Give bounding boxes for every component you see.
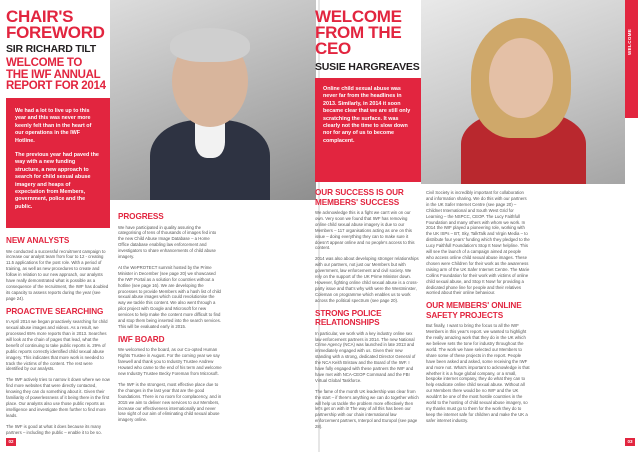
section-paragraph: In April 2014 we began proactively searching for child sexual abuse images and videos. As a result, we processed 65% more reports than in 2013. Searches will look at the chain of pages that lead, what the benefit of continuing to take public reports is. 29% of public reports correctly identified child sexual abuse imagery. This indicates that more work is needed to track the victims of the content. The rest were identified by our analysts. bbox=[6, 319, 108, 372]
ceo-welcome-title bbox=[315, 9, 402, 57]
title-line: FROM THE bbox=[315, 23, 402, 42]
callout-text: The previous year had paved the way with a new funding structure, a new approach to search for child sexual abuse imagery and heaps of expectation from Members, government, police and the public. bbox=[15, 152, 99, 210]
title-line: CHAIR'S bbox=[6, 7, 74, 26]
section-paragraph: We acknowledge this is a fight we can't win on our own. Very soon we found that IWF has removing online child sexual abuse imagery is due to our Members – 117 organisations acting as one on this issue – doing everything they can to make sure it doesn't appear online and no people's access to this content. bbox=[315, 210, 415, 251]
page-number: 02 bbox=[6, 438, 16, 446]
section-paragraph: The IWF is good at what it does because its many partners – including the public – enable it to be so. bbox=[6, 423, 102, 435]
callout-text: Online child sexual abuse was never far from the headlines in 2013. Similarly, in 2014 it soon became clear that we are still only scratching the surface. It was clearly not the time to slow down nor for any of us to become complacent. bbox=[323, 86, 411, 144]
section-paragraph: At the WePROTECT summit hosted by the Prime Minister in December (see page 20) we showcased the IWF Portal as a solution for countries without a hotline (see page 16). We are developing the processes to provide Members with a hash list of child sexual abuse images which could revolutionise the way we tackle this content. We also went through a pilot project with Google and Microsoft for new services to help make the content more difficult to find and stop them being inserted into the search services. This will be evaluated early in 2015. bbox=[118, 264, 221, 329]
title-line: FOREWORD bbox=[6, 23, 105, 42]
section-heading: PROACTIVE SEARCHING bbox=[6, 306, 104, 316]
ceo-name: SUSIE HARGREAVES bbox=[315, 61, 420, 73]
subtitle-line: WELCOME TO bbox=[6, 57, 83, 69]
title-line: CEO bbox=[315, 39, 351, 58]
section-paragraph: We conducted a successful recruitment campaign to increase our analyst team from four to 12 - creating 11.5 applications for the post role. With a period of training, as well as new procedures to create and follow in relation to our new approach, our analysts have really demonstrated what is possible as a consequence of the recruitment, the IWF has doubled its capacity to assess reports during the year (see page 24). bbox=[6, 248, 109, 301]
section-heading: OUR SUCCESS IS OUR MEMBERS' SUCCESS bbox=[315, 188, 404, 207]
section-paragraph: But finally, I want to bring the focus to all the IWF Members in this year's report. we wanted to highlight the really amazing work that they do in the UK which we believe sets the tone for industry throughout the world. The work we have selected our Members to share some of these projects in the report. People have been asked and asked, some receiving the IWF and more not. What's important to acknowledge is that whether it is a huge global company, or a small, bespoke internet company, they do what they can to help eradicate online child sexual abuse. Without all our Members there would be no IWF and the UK wouldn't be one of the most hostile countries in the world to the hosting of child sexual abuse imagery, so my thanks must go to them for the work they do to keep the internet safe for children and make the UK a safer internet industry. bbox=[426, 323, 530, 423]
subtitle-line: THE IWF ANNUAL bbox=[6, 68, 101, 81]
chair-column-1 bbox=[6, 236, 110, 440]
section-new-analysts bbox=[6, 236, 110, 302]
chair-name: SIR RICHARD TILT bbox=[6, 43, 96, 55]
section-paragraph: 2014 was also about developing stronger relationships with our partners, not just our Members but with government, law enforcement and civil society. We rely on the support of the UK Prime Minister down. However, fighting online child sexual abuse is a cross-party issue and that's why with were the Westminster, Coleman on programme which enables us to work across the political spectrum (see page 20). bbox=[315, 256, 419, 303]
section-paragraph: In particular, we work with a key industry online sex law enforcement partners in 2014. The new National Crime Agency (NCA) was launched in late 2013 and immediately engaged with us. Given their new standing with a strong, dedicated Director General of the NCA Keith Bristow and the Board of the IWF. I have fully engaged with these partners the IWF and have met with NCA-CEOP Command and the FBI Virtual Global Taskforce. bbox=[315, 330, 416, 383]
section-civil-society bbox=[426, 190, 530, 296]
right-page bbox=[315, 0, 638, 452]
section-paragraph: We welcomed to the board, as our Co-opted Human Rights Trustee in August. For the coming year we say farewell and thank you to Industry Trustee Andrew Howard who came to the end of his term and welcome new Industry Trustee Becky Foreman from Microsoft. bbox=[118, 347, 222, 377]
section-heading: OUR MEMBERS' ONLINE SAFETY PROJECTS bbox=[426, 301, 522, 320]
section-heading: IWF BOARD bbox=[118, 334, 165, 344]
chair-foreword-title bbox=[6, 9, 105, 41]
section-side-tab bbox=[625, 0, 638, 118]
title-line: WELCOME bbox=[315, 7, 402, 26]
section-heading: STRONG POLICE RELATIONSHIPS bbox=[315, 308, 382, 328]
side-tab-label: WELCOME bbox=[627, 28, 632, 55]
chair-portrait-photo bbox=[110, 0, 316, 200]
ceo-column-1 bbox=[315, 188, 419, 435]
section-paragraph: The IWF actively tries to narrow it down where we now find more websites that were directly contacted, knowing they can do something about it. Given their familiarity of powerlessness of it being there in the first place. Our analysts also use those public reports as intelligence and investigate them further to find more leads. bbox=[6, 377, 110, 418]
left-page bbox=[0, 0, 318, 452]
section-paragraph: The IWF is the strongest, most effective place due to the changes in the last year that are the good foundations. There is no room for complacency, and in 2015 we aim to deliver new services to our Members, increase our effectiveness internationally and never lose sight of our aim of eliminating child sexual abuse imagery online. bbox=[118, 381, 222, 423]
section-proactive-searching bbox=[6, 307, 110, 436]
chair-callout-box bbox=[6, 98, 110, 228]
section-members-projects bbox=[426, 301, 530, 423]
page-number: 03 bbox=[625, 438, 635, 446]
ceo-callout-box bbox=[315, 78, 421, 182]
section-paragraph: We have participated in quality assuring the categorising of tens of thousands of images fed into the new Child Abuse Image Database – a Home Office database enabling law enforcement and investigators to share enhancements of child abuse imagery. bbox=[118, 224, 217, 260]
ceo-column-2 bbox=[426, 190, 530, 429]
subtitle-line: REPORT FOR 2014 bbox=[6, 80, 106, 92]
welcome-subtitle bbox=[6, 58, 106, 93]
ceo-portrait-photo bbox=[421, 0, 625, 184]
chair-column-2 bbox=[118, 212, 222, 428]
section-members-success bbox=[315, 188, 419, 304]
callout-text: We had a lot to live up to this year and this was never more keenly felt than in the heart of our operations in the IWF Hotline. bbox=[15, 108, 92, 144]
section-heading: PROGRESS bbox=[118, 212, 164, 221]
section-paragraph: The fame of the month UK leadership was clear from the start – if there's anything we can do together which will help us tackle the problem more effectively then let's get on with it! The way of all this has been our partnership with our chain international law enforcement partners, Interpol and Europol (see page 28). bbox=[315, 388, 419, 430]
section-heading: NEW ANALYSTS bbox=[6, 236, 70, 245]
section-paragraph: Civil Society is incredibly important for collaboration and information sharing. We do this with our partners in the UK Safer Internet Centre (see page 20) – Childnet International and South West Grid for Learning – the NSPCC, CEOP. The Lucy Faithfull Foundation and many others with whom we work. In 2014 the IWF played a pioneering role, working with the UK ISPs – BT, Sky, TalkTalk and Virgin Media – to distribute four years' funding which they pledged to the Lucy Faithfull Foundation's Stop It Now! helpline. This will see the launch of a campaign aimed at people who access online child sexual abuse images. These chosen were Children for their work as the awareness raising arm of the UK Safer Internet Centre. The Marie Collins Foundation for their work with victims of online child sexual abuse, and Stop It Now! for providing a dedicated phone line for people and their relatives worried about their online behaviour. bbox=[426, 190, 530, 296]
section-progress bbox=[118, 212, 222, 330]
section-iwf-board bbox=[118, 335, 222, 423]
section-police-relationships bbox=[315, 309, 419, 431]
